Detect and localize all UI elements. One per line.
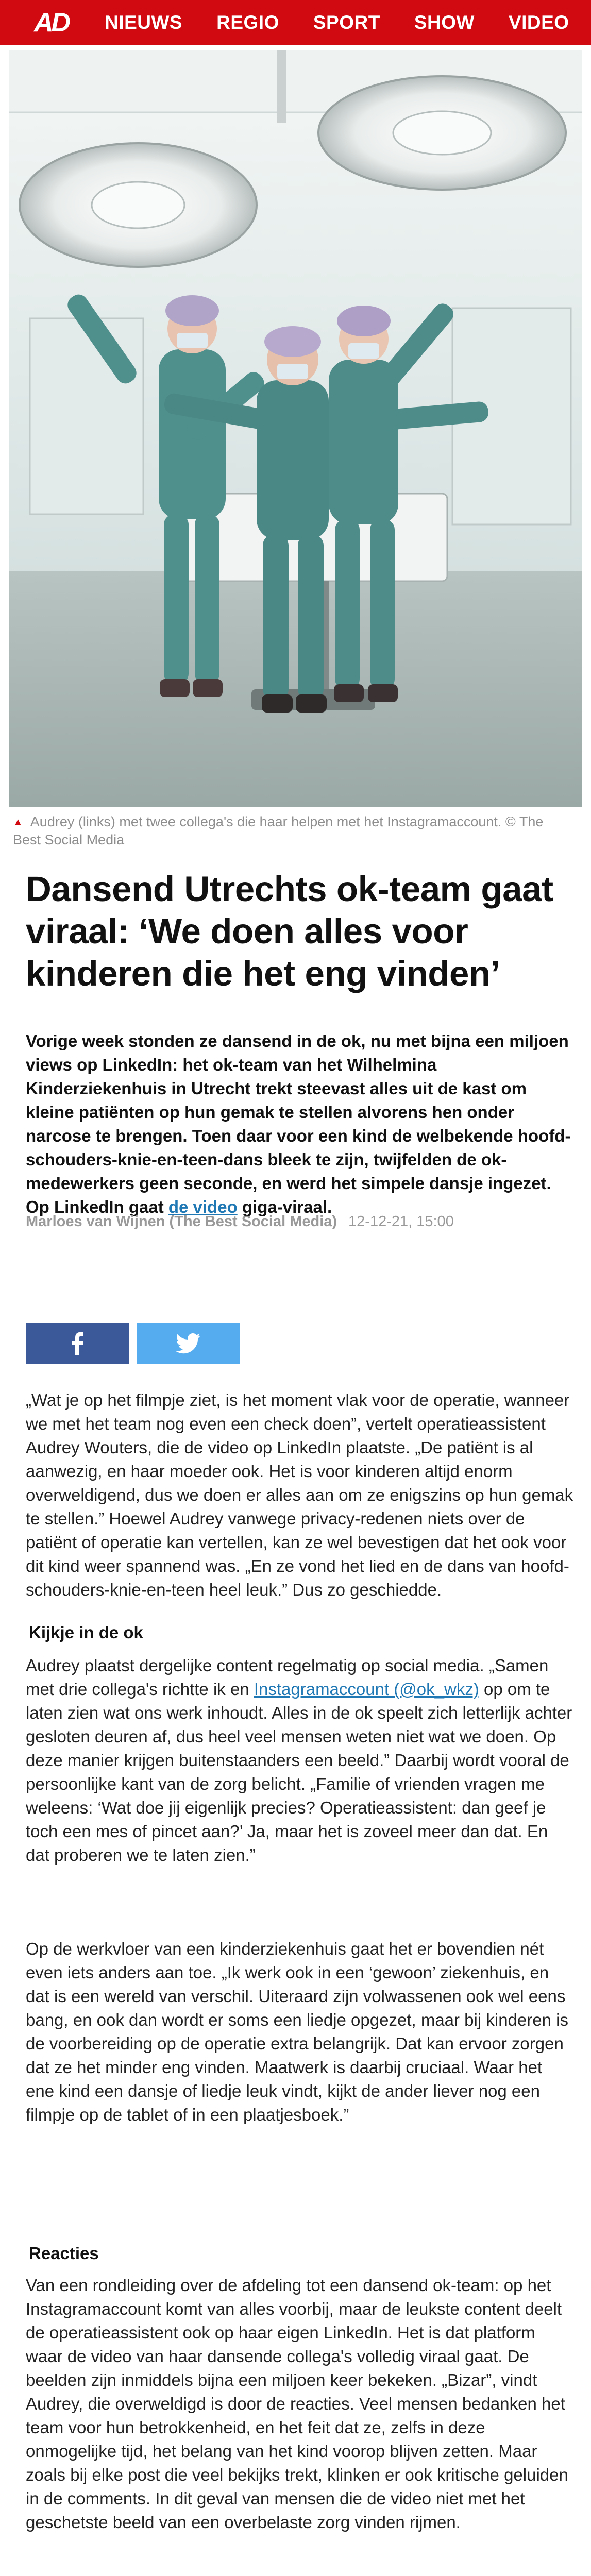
author-name: Marloes van Wijnen (The Best Social Media) — [26, 1213, 337, 1230]
main-nav — [105, 12, 591, 33]
article-lead — [26, 1029, 577, 1219]
nav-item-nieuws[interactable]: NIEUWS — [105, 12, 183, 33]
paragraph-2 — [26, 1654, 575, 1867]
photo-caption — [13, 813, 575, 849]
lead-text: Vorige week stonden ze dansend in de ok, nu met bijna een miljoen views op LinkedIn: het ok-team van het Wilhelmina Kinderziekenhuis in Utrecht trekt steevast alles uit de kast om kleine patiënten op hun gemak te stellen alvorens hen onder narcose te brengen. Toen daar voor een kind de welbekende hoofd-schouders-knie-en-teen-dans bleek te zijn, twijfelden de ok-medewerkers geen seconde, en werd het simpele dansje ingezet. Op LinkedIn gaat — [26, 1031, 571, 1216]
twitter-icon — [176, 1333, 200, 1354]
share-twitter-button[interactable] — [137, 1323, 240, 1364]
paragraph-2-text: Audrey plaatst dergelijke content regelmatig op social media. „Samen met drie collega's richtte ik en — [26, 1656, 549, 1699]
publish-date: 12-12-21, 15:00 — [348, 1213, 454, 1230]
site-header — [0, 0, 591, 45]
paragraph-1: „Wat je op het filmpje ziet, is het moment vlak voor de operatie, wanneer we met het team nog even een check doen”, vertelt operatieassistent Audrey Wouters, die de video op LinkedIn plaatste. „De patiënt is al aanwezig, en haar moeder ook. Het is voor kinderen altijd enorm overweldigend, dus we doen er alles aan om ze enigszins op hun gemak te stellen.” Hoewel Audrey vanwege privacy-redenen niets over de patiënt of operatie kan vertellen, kan ze wel bevestigen dat het ook voor dit kind weer spannend was. „En ze vond het lied en de dans van hoofd-schouders-knie-en-teen heel leuk.” Dus zo geschiedde. — [26, 1391, 573, 1599]
paragraph-2-text-end: op om te laten zien wat ons werk inhoudt. Alles in de ok speelt zich letterlijk achter gesloten deuren af, dus heel veel mensen weten niet wat we doen. Op deze manier krijgen buitenstaanders een beeld.” Daarbij wordt vooral de persoonlijke kant van de zorg belicht. „Familie of vrienden vragen me weleens: ‘Wat doe jij eigenlijk precies? Operatieassistent: dan geef je toch een mes of pincet aan?’ Ja, maar het is zoveel meer dan dat. En dat proberen we te laten zien.” — [26, 1680, 572, 1865]
article-byline — [26, 1213, 454, 1230]
nav-item-show[interactable]: SHOW — [414, 12, 475, 33]
paragraph-3: Op de werkvloer van een kinderziekenhuis gaat het er bovendien nét even iets anders aan toe. „Ik werk ook in een ‘gewoon’ ziekenhuis, en dat is een wereld van verschil. Uiteraard zijn volwassenen ook wel eens bang, en ook dan wordt er soms een liedje opgezet, maar bij kinderen is de voorbereiding op de operatie extra belangrijk. Dat kan ervoor zorgen dat ze het minder eng vinden. Maatwerk is daarbij cruciaal. Waar het ene kind een dansje of liedje leuk vindt, kijkt de ander liever nog een filmpje op de tablet of in een plaatjesboek.” — [26, 1939, 568, 2124]
subhead-reacties: Reacties — [29, 2244, 99, 2263]
share-facebook-button[interactable] — [26, 1323, 129, 1364]
logo-text: AD — [34, 8, 69, 38]
facebook-icon — [71, 1332, 83, 1355]
article-headline: Dansend Utrechts ok-team gaat viraal: ‘We doen alles voor kinderen die het eng vinden’ — [26, 869, 553, 993]
lead-video-link[interactable]: de video — [168, 1197, 238, 1216]
caption-triangle-icon: ▲ — [13, 817, 23, 828]
hero-photo — [9, 50, 582, 807]
subhead-kijkje: Kijkje in de ok — [29, 1623, 143, 1642]
nav-item-sport[interactable]: SPORT — [313, 12, 380, 33]
lead-text-end: giga-viraal. — [237, 1197, 332, 1216]
nav-item-regio[interactable]: REGIO — [216, 12, 279, 33]
ad-logo[interactable] — [34, 7, 69, 38]
paragraph-4: Van een rondleiding over de afdeling tot een dansend ok-team: op het Instagramaccount komt van alles voorbij, maar de leukste content deelt de operatieassistent ook op haar eigen LinkedIn. Het is dat platform waar de video van haar dansende collega's volledig viraal gaat. De beelden zijn inmiddels bijna een miljoen keer bekeken. „Bizar”, vindt Audrey, die overweldigd is door de reacties. Veel mensen bedanken het team voor hun betrokkenheid, en het feit dat ze, zelfs in deze onmogelijke tijd, het belang van het kind voorop blijven zetten. Maar zoals bij elke post die veel bekijks trekt, klinken er ook kritische geluiden in de comments. In dit geval van mensen die de video niet met het geschetste beeld van een overbelaste zorg vinden rijmen. — [26, 2276, 568, 2532]
instagram-link[interactable]: Instagramaccount (@ok_wkz) — [254, 1680, 479, 1699]
nav-item-video[interactable]: VIDEO — [508, 12, 569, 33]
caption-text: Audrey (links) met twee collega's die haar helpen met het Instagramaccount. © The Best Social Media — [13, 814, 544, 848]
operating-room-illustration — [9, 50, 582, 807]
